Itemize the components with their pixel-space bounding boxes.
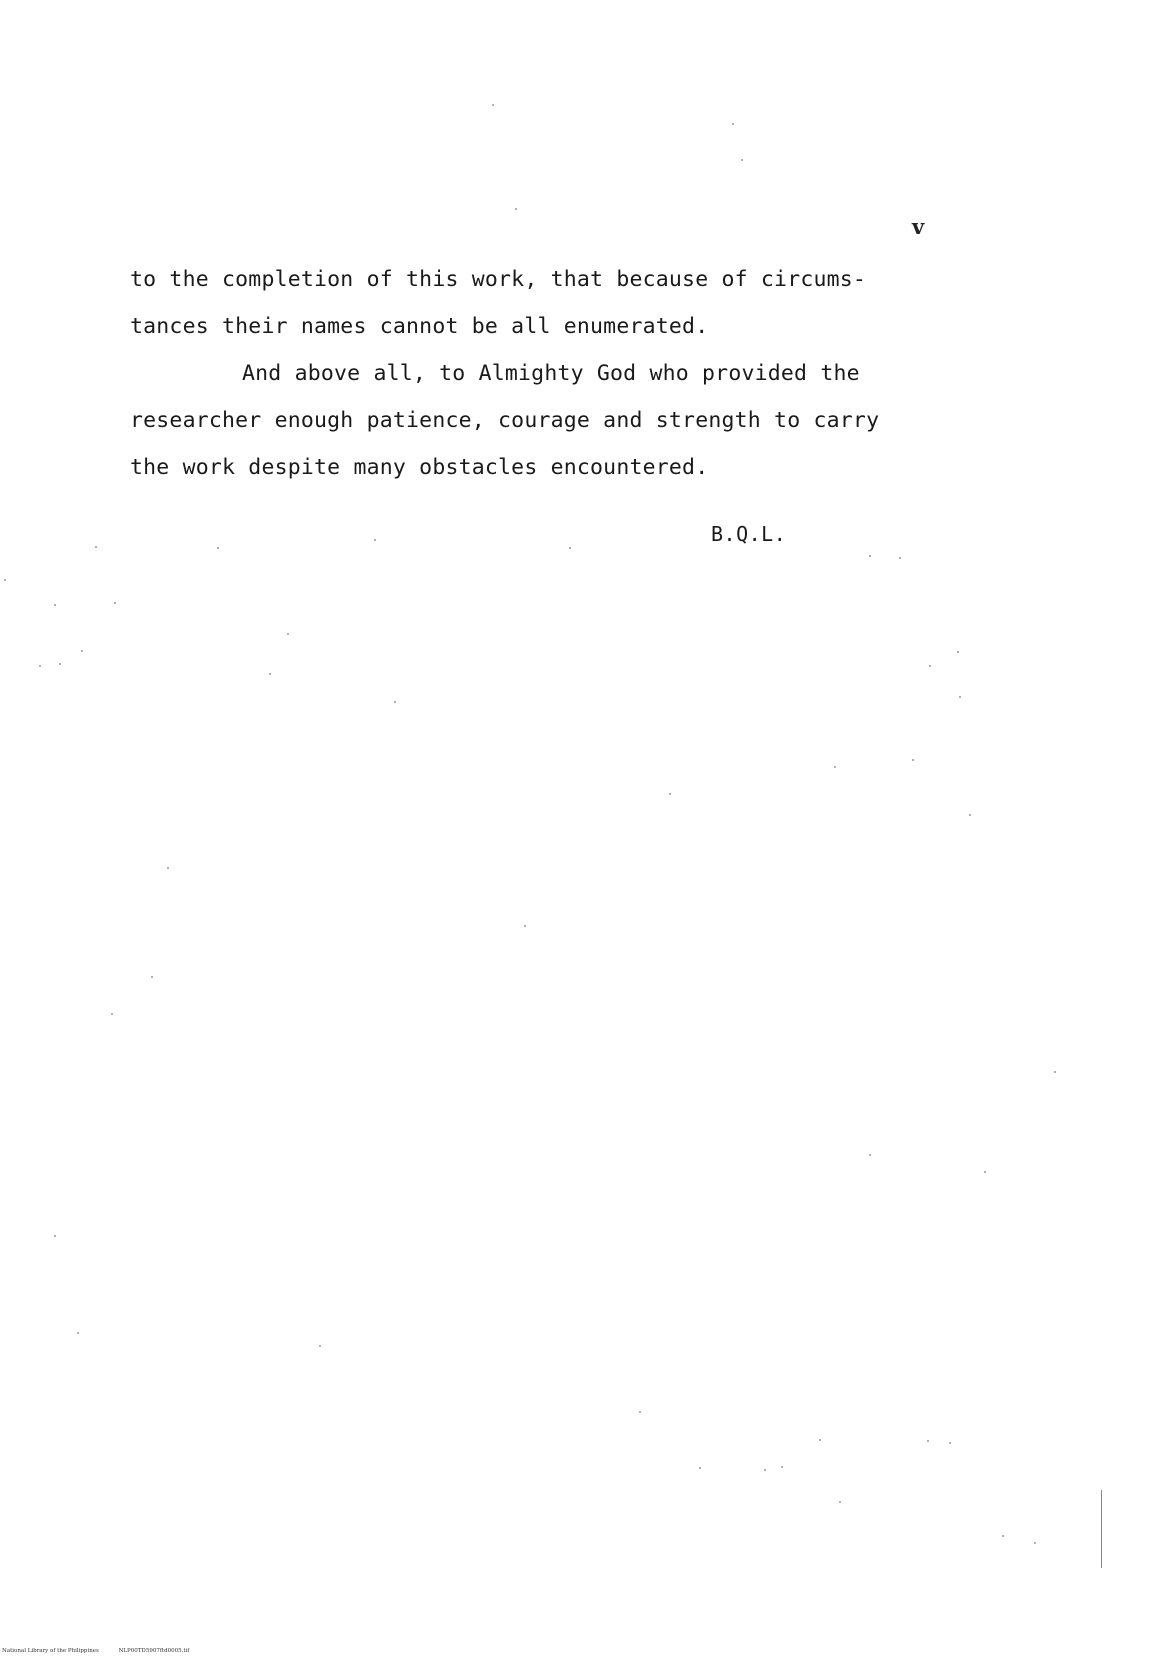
paragraph-line: the work despite many obstacles encountered. bbox=[130, 455, 709, 480]
author-initials: B.Q.L. bbox=[711, 522, 787, 546]
paragraph-line: researcher enough patience, courage and strength to carry bbox=[130, 408, 880, 433]
paragraph-line: And above all, to Almighty God who provided the bbox=[242, 361, 860, 386]
footer-library: National Library of the Philippines bbox=[2, 1648, 99, 1654]
paragraph-line: to the completion of this work, that because of circums- bbox=[130, 267, 867, 292]
acknowledgment-text bbox=[130, 256, 960, 491]
scan-footer bbox=[2, 1648, 207, 1654]
paragraph-line: tances their names cannot be all enumerated. bbox=[130, 314, 709, 339]
scan-edge-line bbox=[1101, 1490, 1102, 1568]
page-number: v bbox=[912, 214, 925, 239]
footer-file: NLP00TD5907ftd0005.tif bbox=[118, 1648, 190, 1654]
